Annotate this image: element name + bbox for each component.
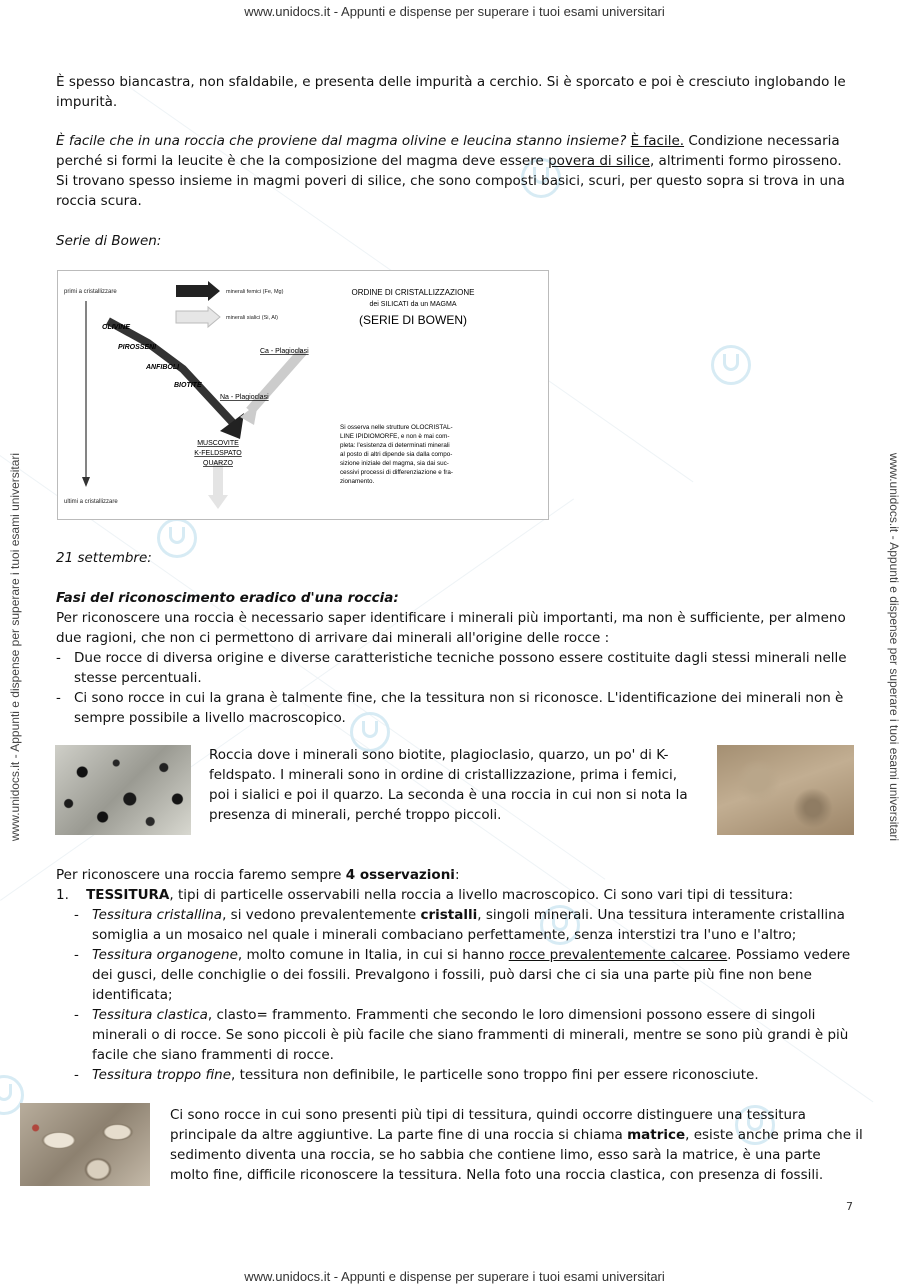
ca-plagioclasi-label: Ca - Plagioclasi [260, 348, 309, 355]
caption-line-2: feldspato. I minerali sono in ordine di cristallizzazione, prima i femici, [209, 767, 678, 783]
muscovite-label: MUSCOVITE [197, 440, 239, 447]
intro-line-2: impurità. [56, 94, 118, 110]
leucite-line-2 [56, 151, 856, 171]
bullet-dash-icon: - [56, 650, 61, 666]
cristallina-line-1 [92, 905, 862, 925]
item-number: 1. [56, 887, 69, 903]
note-line-2: LINE IPIDIOMORFE, e non è mai com- [340, 433, 450, 440]
matrix-line-2 [170, 1125, 870, 1145]
clastica-line-3: facile che siano frammenti di rocce. [92, 1047, 334, 1063]
watermark-logo-icon [711, 345, 751, 385]
fine-grained-rock-photo [717, 745, 854, 835]
tessitura-heading: TESSITURA [86, 887, 170, 903]
phases-heading: Fasi del riconoscimento eradico d'una roccia: [56, 590, 399, 606]
cristalli-bold: cristalli [420, 907, 478, 923]
matrix-line-2c: , esiste anche prima che il [685, 1127, 863, 1143]
header-watermark[interactable]: www.unidocs.it - Appunti e dispense per superare i tuoi esami universitari [244, 4, 665, 19]
troppo-fine-line-1 [92, 1065, 862, 1085]
matrice-bold: matrice [627, 1127, 686, 1143]
note-line-5: sizione iniziale del magma, sia dai suc- [340, 460, 449, 467]
figure-title-3: (SERIE DI BOWEN) [358, 313, 468, 327]
bullet-1-line-2: stesse percentuali. [74, 670, 202, 686]
leucite-answer: È facile. [630, 133, 685, 149]
note-line-7: zionamento. [340, 478, 375, 485]
olivine-label: OLIVINE [102, 324, 131, 331]
calcaree-underline: rocce prevalentemente calcaree [508, 947, 728, 963]
organogene-c: . Possiamo vedere [727, 947, 851, 963]
bowen-heading: Serie di Bowen: [56, 233, 162, 249]
bullet-dash-icon: - [74, 947, 79, 963]
bullet-2-line-2: sempre possibile a livello macroscopico. [74, 710, 346, 726]
phases-line-1: Per riconoscere una roccia è necessario saper identificare i minerali più importanti, ma non è sufficiente, per almeno [56, 610, 846, 626]
leucite-line-4: roccia scura. [56, 193, 142, 209]
tessitura-clastica [74, 1005, 862, 1065]
axis-arrowhead [82, 477, 90, 487]
kfeldspato-label: K-FELDSPATO [194, 450, 242, 457]
bullet-2-line-1: Ci sono rocce in cui la grana è talmente fine, che la tessitura non si riconosce. L'identificazione dei minerali non è [74, 690, 844, 706]
tessitura-rest: , tipi di particelle osservabili nella roccia a livello macroscopico. Ci sono vari tipi di tessitura: [169, 887, 794, 903]
pirosseni-label: PIROSSENI [118, 344, 157, 351]
note-line-1: Si osserva nelle strutture OLOCRISTAL- [340, 424, 453, 431]
bowen-diagram [58, 271, 548, 519]
biotite-label: BIOTITE [174, 382, 202, 389]
obs-intro-bold: 4 osservazioni [345, 867, 455, 883]
femic-arrow-icon [176, 281, 220, 301]
sialic-label: minerali sialici (Si, Al) [226, 315, 278, 321]
caption-line-4: presenza di minerali, perché troppo piccoli. [209, 807, 502, 823]
sialic-series-arrow [250, 351, 303, 411]
leucite-line-2b: , altrimenti formo pirosseno. [649, 153, 842, 169]
troppo-fine-term: Tessitura troppo fine [92, 1067, 232, 1083]
obs-intro-a: Per riconoscere una roccia faremo sempre [56, 867, 346, 883]
matrix-line-2a: principale da altre aggiuntive. La parte fine di una roccia si chiama [170, 1127, 628, 1143]
tessitura-organogene [74, 945, 862, 1005]
organogene-line-3: identificata; [92, 987, 173, 1003]
phases-bullet-1 [56, 648, 864, 688]
leucite-text: Condizione necessaria [684, 133, 840, 149]
page-number: 7 [846, 1200, 853, 1213]
figure-title-1: ORDINE DI CRISTALLIZZAZIONE [351, 288, 475, 297]
leucite-line-2a: perché si formi la leucite è che la composizione del magma deve essere [56, 153, 549, 169]
organogene-term: Tessitura organogene [92, 947, 238, 963]
organogene-line-2: dei gusci, delle conchiglie o dei fossili. Prevalgono i fossili, può darsi che ci sia una parte più fine non bene [92, 967, 812, 983]
bullet-dash-icon: - [56, 690, 61, 706]
date-heading: 21 settembre: [56, 550, 152, 566]
phases-bullet-2 [56, 688, 864, 728]
femic-series-arrow [108, 321, 233, 423]
troppo-fine-a: , tessitura non definibile, le particelle sono troppo fini per essere riconosciute. [231, 1067, 759, 1083]
note-line-6: cessivi processi di differenziazione e fra- [340, 469, 453, 476]
leucite-line-1 [56, 131, 856, 151]
final-arrowhead [208, 495, 228, 509]
obs-intro-c: : [454, 867, 460, 883]
caption-line-1: Roccia dove i minerali sono biotite, plagioclasio, quarzo, un po' di K- [209, 747, 669, 763]
matrix-line-4: molto fine, difficile riconoscere la tessitura. Nella foto una roccia clastica, con presenza di fossili. [170, 1167, 824, 1183]
organogene-a: , molto comune in Italia, in cui si hanno [237, 947, 509, 963]
organogene-line-1 [92, 945, 862, 965]
footer-watermark[interactable]: www.unidocs.it - Appunti e dispense per superare i tuoi esami universitari [244, 1269, 665, 1284]
bullet-dash-icon: - [74, 1067, 79, 1083]
intro-line-1: È spesso biancastra, non sfaldabile, e presenta delle impurità a cerchio. Si è sporcato e poi è cresciuto inglobando le [56, 74, 846, 90]
phases-line-2: due ragioni, che non ci permettono di arrivare dai minerali all'origine delle rocce : [56, 630, 610, 646]
note-line-3: pleta: l'esistenza di determinati minerali [340, 442, 450, 449]
clastica-a: , clasto= frammento. Frammenti che secondo le loro dimensioni possono essere di singoli [207, 1007, 816, 1023]
poor-silica-underline: povera di silice [548, 153, 650, 169]
sialic-arrow-icon [176, 307, 220, 327]
side-watermark-left: www.unidocs.it - Appunti e dispense per superare i tuoi esami universitari [8, 452, 22, 842]
cristallina-line-2: somiglia a un mosaico nel quale i minerali combaciano perfettamente, senza interstizi tra l'uno e l'altro; [92, 927, 797, 943]
clastica-term: Tessitura clastica [92, 1007, 208, 1023]
anfiboli-label: ANFIBOLI [146, 364, 180, 371]
cristallina-c: , singoli minerali. Una tessitura interamente cristallina [477, 907, 845, 923]
clastica-line-2: minerali o di rocce. Se sono piccoli è più facile che siano frammenti di minerali, mentre se sono più grandi è più [92, 1027, 849, 1043]
femic-label: minerali femici (Fe, Mg) [226, 289, 284, 295]
bullet-1-line-1: Due rocce di diversa origine e diverse caratteristiche tecniche possono essere costituite dagli stessi minerali nelle [74, 650, 847, 666]
figure-title-2: dei SILICATI da un MAGMA [369, 301, 457, 308]
observations-intro [56, 865, 856, 885]
matrix-line-3: sedimento diventa una roccia, se ho sabbia che contiene limo, esso sarà la matrice, è una parte [170, 1147, 821, 1163]
tessitura-item [56, 885, 856, 905]
tessitura-cristallina [74, 905, 862, 945]
caption-line-3: poi i sialici e poi il quarzo. La seconda è una roccia in cui non si nota la [209, 787, 688, 803]
bowen-series-figure [57, 270, 549, 520]
quarzo-label: QUARZO [203, 460, 233, 467]
note-line-4: al posto di altri dipende sia dalla compo- [340, 451, 453, 458]
clastic-rock-photo [20, 1103, 150, 1186]
leucite-question: È facile che in una roccia che proviene dal magma olivine e leucina stanno insieme? [56, 133, 627, 149]
leucite-line-3: Si trovano spesso insieme in magmi poveri di silice, che sono composti basici, scuri, per questo sopra si trova in una [56, 173, 845, 189]
cristallina-a: , si vedono prevalentemente [222, 907, 421, 923]
bullet-dash-icon: - [74, 907, 79, 923]
tessitura-troppo-fine [74, 1065, 862, 1085]
bullet-dash-icon: - [74, 1007, 79, 1023]
clastica-line-1 [92, 1005, 862, 1025]
granite-photo [55, 745, 191, 835]
matrix-line-1: Ci sono rocce in cui sono presenti più tipi di tessitura, quindi occorre distinguere una tessitura [170, 1107, 806, 1123]
na-plagioclasi-label: Na - Plagioclasi [220, 394, 269, 401]
cristallina-term: Tessitura cristallina [92, 907, 223, 923]
last-label: ultimi a cristallizzare [64, 499, 118, 505]
first-label: primi a cristallizzare [64, 289, 117, 295]
side-watermark-right: www.unidocs.it - Appunti e dispense per superare i tuoi esami universitari [887, 452, 901, 842]
